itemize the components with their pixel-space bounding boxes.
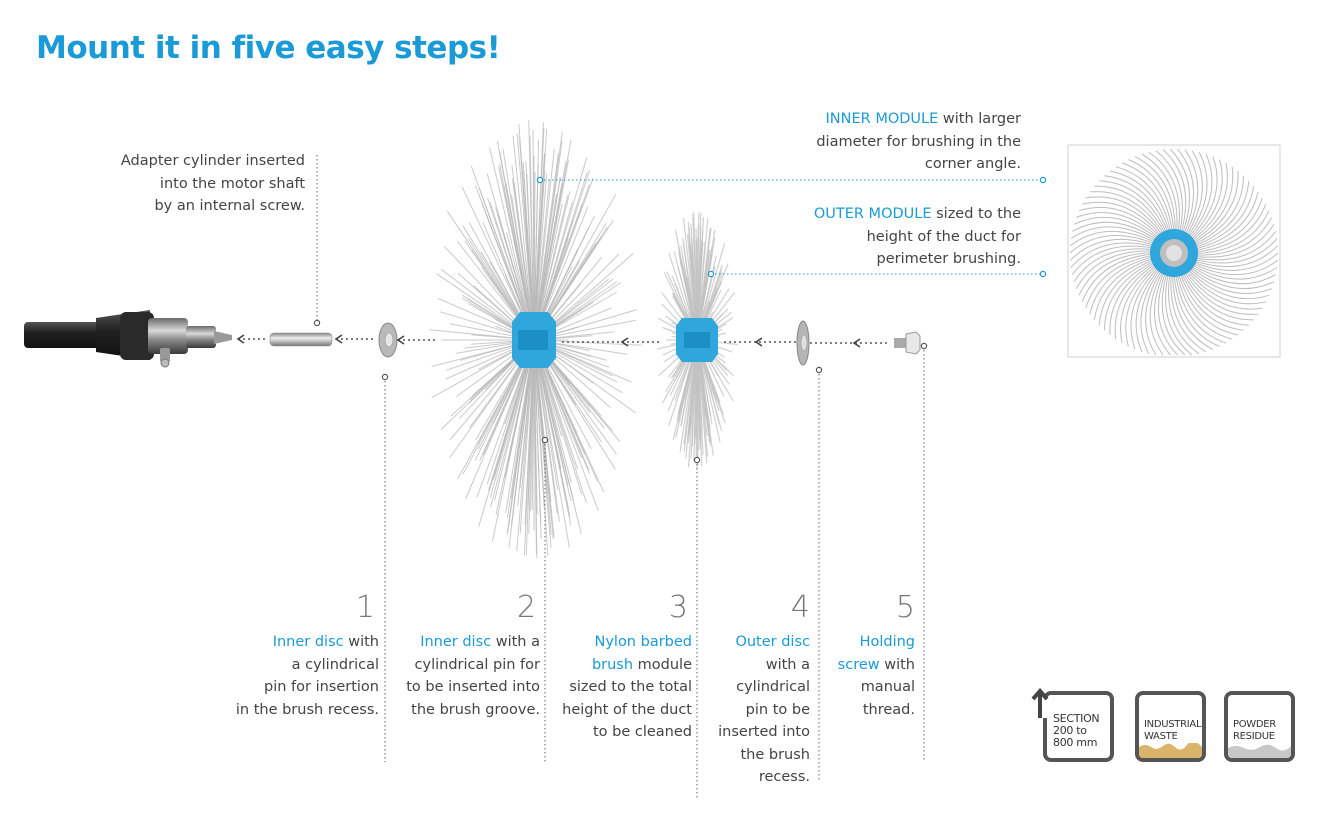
outer-module-text: height of the duct for [866,228,1021,245]
step-1-description [236,631,379,721]
step-5-text: thread. [862,701,915,718]
step-3-text: module [633,656,692,673]
holding-screw-5 [894,332,920,354]
step-3-number: 3 [668,590,688,625]
powder-badge-text: POWDER [1233,719,1276,730]
step-3-label: Nylon barbed [594,634,692,650]
step-3-text: sized to the total [569,679,692,695]
step-5-label: screw [837,656,880,673]
small-brush-hub [676,318,718,362]
adapter-note [121,150,305,218]
industrial-waste-icon [1139,743,1202,758]
outer-module-label: OUTER MODULE [813,206,932,222]
industrial-badge-text: WASTE [1144,731,1178,742]
section-badge-text: 200 to [1053,724,1087,737]
step-3-text: to be cleaned [592,724,692,740]
step-4-text: inserted into [718,724,810,740]
section-badge-text: SECTION [1053,712,1100,725]
powder-residue-icon [1228,743,1291,758]
outer-disc-4 [797,321,809,365]
inner-module-text: with larger [938,111,1021,127]
step-3-label: brush [591,656,634,673]
step-1-number: 1 [355,590,375,625]
step-2-text: the brush groove. [411,701,540,718]
step-5-label: Holding [859,634,915,650]
step-2-text: cylindrical pin for [414,656,540,673]
step-2-label: Inner disc [420,634,492,650]
section-badge-text: 800 mm [1053,736,1098,749]
inner-disc-1 [379,323,397,357]
step-4-text: recess. [758,769,810,785]
step-2-text: with a [491,634,540,650]
step-5-text: with [879,656,915,673]
step-1-text: a cylindrical [291,656,379,673]
step-4-description [718,631,810,789]
step-4-number: 4 [790,590,810,625]
step-1-label: Inner disc [272,634,344,650]
motor-shaft [24,310,232,367]
industrial-badge-text: INDUSTRIAL [1144,719,1202,730]
powder-residue-badge [1224,691,1295,762]
step-3-text: height of the duct [562,701,692,718]
outer-module-text: sized to the [931,206,1021,222]
step-1-text: with [343,634,379,650]
step-2-number: 2 [516,590,536,625]
inner-module-text: diameter for brushing in the [816,133,1021,150]
adapter-cylinder [270,333,332,346]
step-5-number: 5 [895,590,915,625]
large-brush-hub [512,312,556,368]
step-3-description [562,631,692,744]
inner-module-text: corner angle. [924,156,1021,172]
page-title: Mount it in five easy steps! [36,30,501,66]
adapter-note-line: by an internal screw. [154,198,305,214]
step-4-text: pin to be [745,701,810,718]
industrial-waste-badge [1135,691,1206,762]
adapter-note-line: into the motor shaft [159,175,305,192]
step-4-label: Outer disc [735,634,810,650]
outer-module-note [814,203,1021,271]
inner-module-label: INNER MODULE [825,111,939,127]
powder-badge-text: RESIDUE [1233,731,1275,742]
step-1-text: pin for insertion [263,679,379,695]
step-2-description [406,631,540,721]
step-1-text: in the brush recess. [235,701,379,718]
step-5-description [838,631,915,721]
duct-front-view [1068,145,1280,357]
step-4-text: with a [765,656,810,673]
step-4-text: cylindrical [736,679,810,695]
step-4-text: the brush [740,746,810,763]
step-5-text: manual [860,679,915,695]
inner-module-note [816,108,1021,176]
step-2-text: to be inserted into [406,679,540,695]
adapter-note-line: Adapter cylinder inserted [120,153,305,169]
up-arrow-icon [1030,688,1054,718]
outer-module-text: perimeter brushing. [876,251,1021,267]
